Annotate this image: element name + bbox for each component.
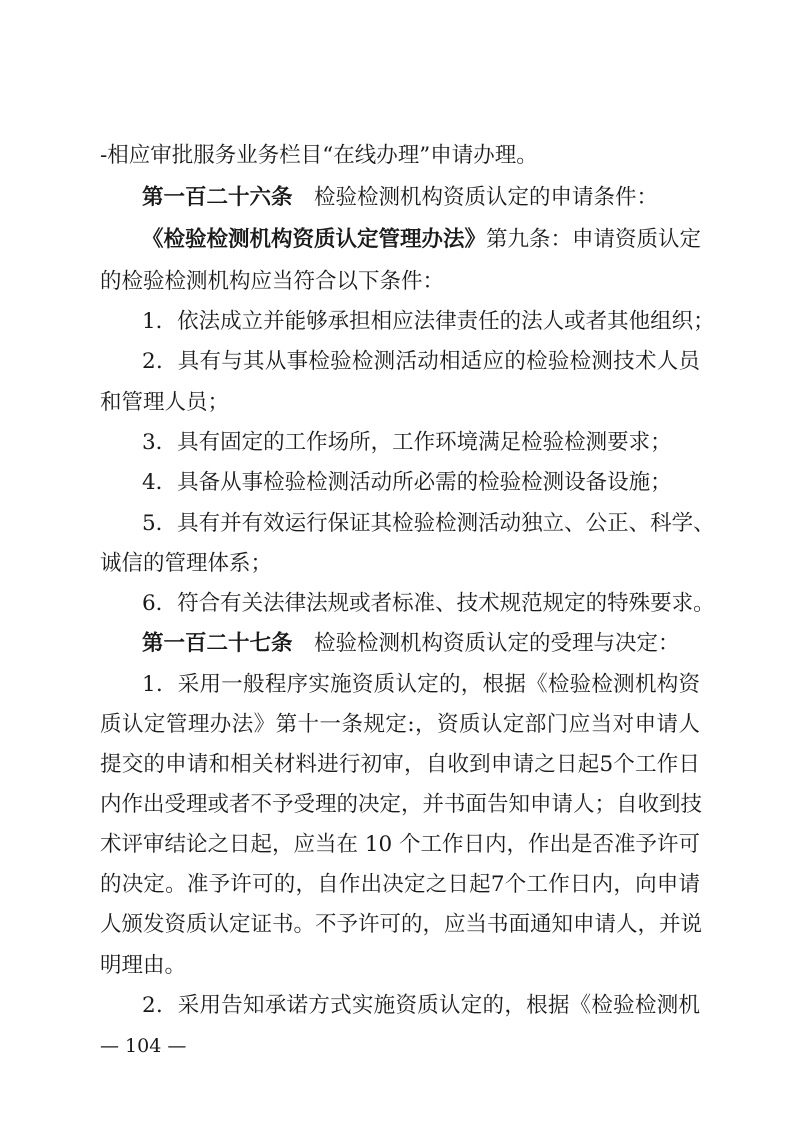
line: [100, 267, 700, 297]
line-text: 内作出受理或者不予受理的决定，并书面告知申请人；自收到技: [100, 792, 703, 817]
line-text: 质认定管理办法》第十一条规定:，资质认定部门应当对申请人: [100, 712, 700, 737]
line: [100, 750, 700, 780]
line-text: 4．具备从事检验检测活动所必需的检验检测设备设施；: [142, 470, 672, 495]
article-title: 检验检测机构资质认定的受理与决定：: [292, 631, 680, 656]
line: [100, 870, 700, 900]
line: [100, 388, 700, 418]
line-text: 诚信的管理体系；: [100, 551, 273, 576]
line-text: 1．采用一般程序实施资质认定的，根据《检验检测机构资: [142, 672, 700, 697]
line: [142, 225, 700, 255]
law-title: 《检验检测机构资质认定管理办法》: [142, 227, 487, 252]
line-text: 术评审结论之日起，应当在 10 个工作日内，作出是否准予许可: [100, 832, 701, 857]
line: [100, 830, 700, 860]
line: [142, 509, 715, 539]
article-number: 第一百二十七条: [142, 631, 293, 656]
line-text: 的检验检测机构应当符合以下条件：: [100, 269, 445, 294]
article-126-heading: [142, 183, 700, 213]
article-number: 第一百二十六条: [142, 185, 293, 210]
article-127-heading: [142, 629, 700, 659]
line-text: 1．依法成立并能够承担相应法律责任的法人或者其他组织；: [142, 309, 715, 334]
line: [142, 307, 715, 337]
line-text: 的决定。准予许可的，自作出决定之日起7个工作日内，向申请: [100, 872, 700, 897]
line: [142, 991, 700, 1021]
line-text: 2．具有与其从事检验检测活动相适应的检验检测技术人员: [142, 349, 700, 374]
line: [142, 670, 700, 700]
line: [142, 589, 715, 619]
line-text: 2．采用告知承诺方式实施资质认定的，根据《检验检测机: [142, 993, 700, 1018]
line-text: 6．符合有关法律法规或者标准、技术规范规定的特殊要求。: [142, 591, 715, 616]
line: [142, 428, 700, 458]
line: [100, 790, 703, 820]
article-title: 检验检测机构资质认定的申请条件：: [292, 185, 659, 210]
line-text: 3．具有固定的工作场所，工作环境满足检验检测要求；: [142, 430, 672, 455]
line-text: -相应审批服务业务栏目“在线办理”申请办理。: [100, 143, 538, 168]
line: [100, 910, 703, 940]
line-text: 和管理人员；: [100, 390, 230, 415]
line-text: 明理由。: [100, 953, 187, 978]
line: [142, 468, 700, 498]
line-text: 提交的申请和相关材料进行初审，自收到申请之日起5个工作日: [100, 752, 700, 777]
line: [100, 141, 700, 171]
line: [100, 951, 700, 981]
line-text: 5．具有并有效运行保证其检验检测活动独立、公正、科学、: [142, 511, 715, 536]
line-text: 第九条：申请资质认定: [486, 227, 702, 252]
line: [100, 710, 700, 740]
line: [100, 549, 700, 579]
line-text: 人颁发资质认定证书。不予许可的，应当书面通知申请人，并说: [100, 912, 703, 937]
page-number: — 104 —: [100, 1035, 187, 1057]
line: [142, 347, 700, 377]
